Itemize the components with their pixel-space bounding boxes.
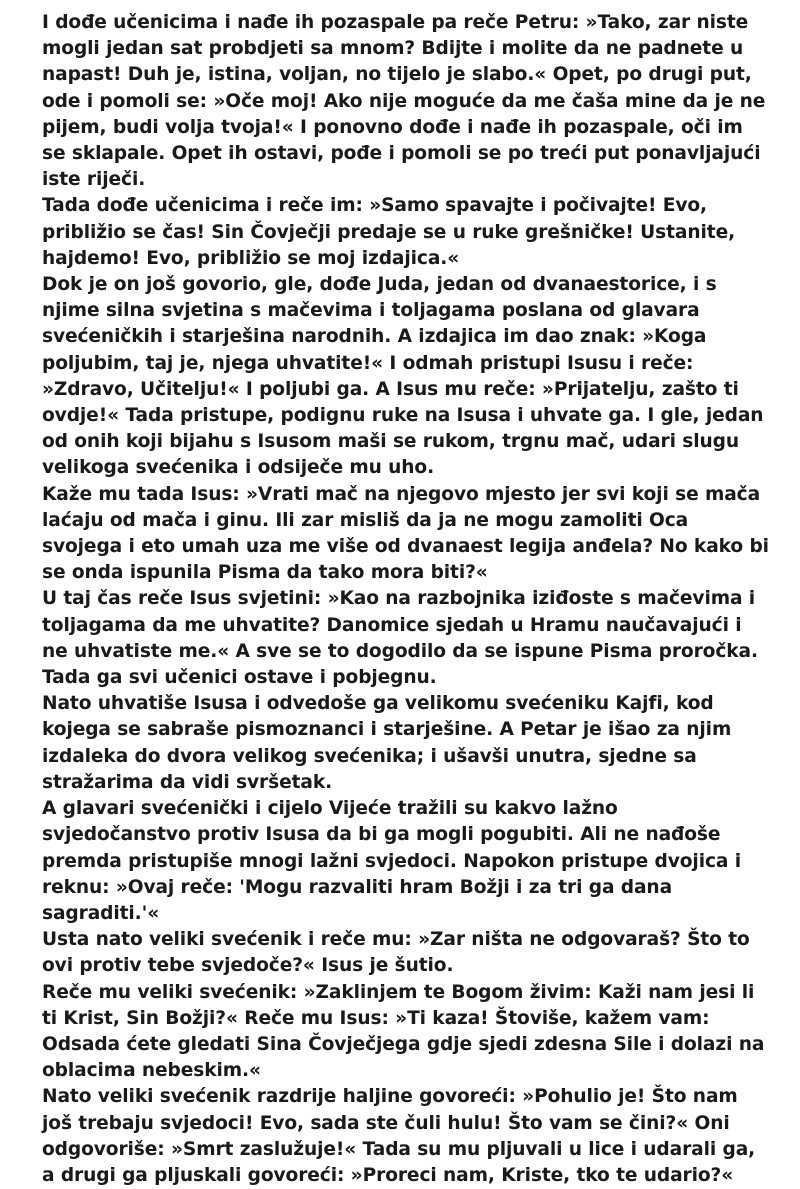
paragraph-5: U taj čas reče Isus svjetini: »Kao na razbojnika iziđoste s mačevima i toljagama da me uhvatite? Danomice sjedah u Hramu naučavajući i ne uhvatiste me.« A sve se to dogodilo da se ispune Pisma proročka. Tada ga svi učenici ostave i pobjegnu. <box>42 588 758 689</box>
paragraph-2: Tada dođe učenicima i reče im: »Samo spavajte i počivajte! Evo, približio se čas! Sin Čovječji predaje se u ruke grešničke! Ustanite, hajdemo! Evo, približio se moj izdajica.« <box>42 195 736 269</box>
paragraph-9: Reče mu veliki svećenik: »Zaklinjem te Bogom živim: Kaži nam jesi li ti Krist, Sin Božji?« Reče mu Isus: »Ti kaza! Štoviše, kažem vam: Odsada ćete gledati Sina Čovječjega gdje sjedi zdesna Sile i dolazi na oblacima nebeskim.« <box>42 981 765 1082</box>
paragraph-1: I dođe učenicima i nađe ih pozaspale pa reče Petru: »Tako, zar niste mogli jedan sat probdjeti sa mnom? Bdijte i molite da ne padnete u napast! Duh je, istina, voljan, no tijelo je slabo.« Opet, po drugi put, ode i pomoli se: »Oče moj! Ako nije moguće da me čaša mine da je ne pijem, budi volja tvoja!« I ponovno dođe i nađe ih pozaspale, oči im se sklapale. Opet ih ostavi, pođe i pomoli se po treći put ponavljajući iste riječi. <box>42 12 766 191</box>
paragraph-3: Dok je on još govorio, gle, dođe Juda, jedan od dvanaestorice, i s njime silna svjetina s mačevima i toljagama poslana od glavara svećeničkih i starješina narodnih. A izdajica im dao znak: »Koga poljubim, taj je, njega uhvatite!« I odmah pristupi Isusu i reče: »Zdravo, Učitelju!« I poljubi ga. A Isus mu reče: »Prijatelju, zašto ti ovdje!« Tada pristupe, podignu ruke na Isusa i uhvate ga. I gle, jedan od onih koji bijahu s Isusom maši se rukom, trgnu mač, udari slugu velikoga svećenika i odsiječe mu uho. <box>42 274 764 479</box>
paragraph-8: Usta nato veliki svećenik i reče mu: »Zar ništa ne odgovaraš? Što to ovi protiv tebe svjedoče?« Isus je šutio. <box>42 929 750 977</box>
paragraph-10: Nato veliki svećenik razdrije haljine govoreći: »Pohulio je! Što nam još trebaju svjedoci! Evo, sada ste čuli hulu! Što vam se čini?« Oni odgovoriše: »Smrt zaslužuje!« Tada su mu pljuvali u lice i udarali ga, a drugi ga pljuskali govoreći: »Proreci nam, Kriste, tko te udario?« <box>42 1086 756 1186</box>
paragraph-4: Kaže mu tada Isus: »Vrati mač na njegovo mjesto jer svi koji se mača laćaju od mača i ginu. Ili zar misliš da ja ne mogu zamoliti Oca svojega i eto umah uza me više od dvanaest legija anđela? No kako bi se onda ispunila Pisma da tako mora biti?« <box>42 483 769 584</box>
paragraph-7: A glavari svećenički i cijelo Vijeće tražili su kakvo lažno svjedočanstvo protiv Isusa da bi ga mogli pogubiti. Ali ne nađoše premda pristupiše mnogi lažni svjedoci. Napokon pristupe dvojica i reknu: »Ovaj reče: 'Mogu razvaliti hram Božji i za tri ga dana sagraditi.'« <box>42 798 741 924</box>
document-body <box>42 10 772 1189</box>
paragraph-6: Nato uhvatiše Isusa i odvedoše ga velikomu svećeniku Kajfi, kod kojega se sabraše pismoznanci i starješine. A Petar je išao za njim izdaleka do dvora velikog svećenika; i ušavši unutra, sjedne sa stražarima da vidi svršetak. <box>42 693 732 793</box>
